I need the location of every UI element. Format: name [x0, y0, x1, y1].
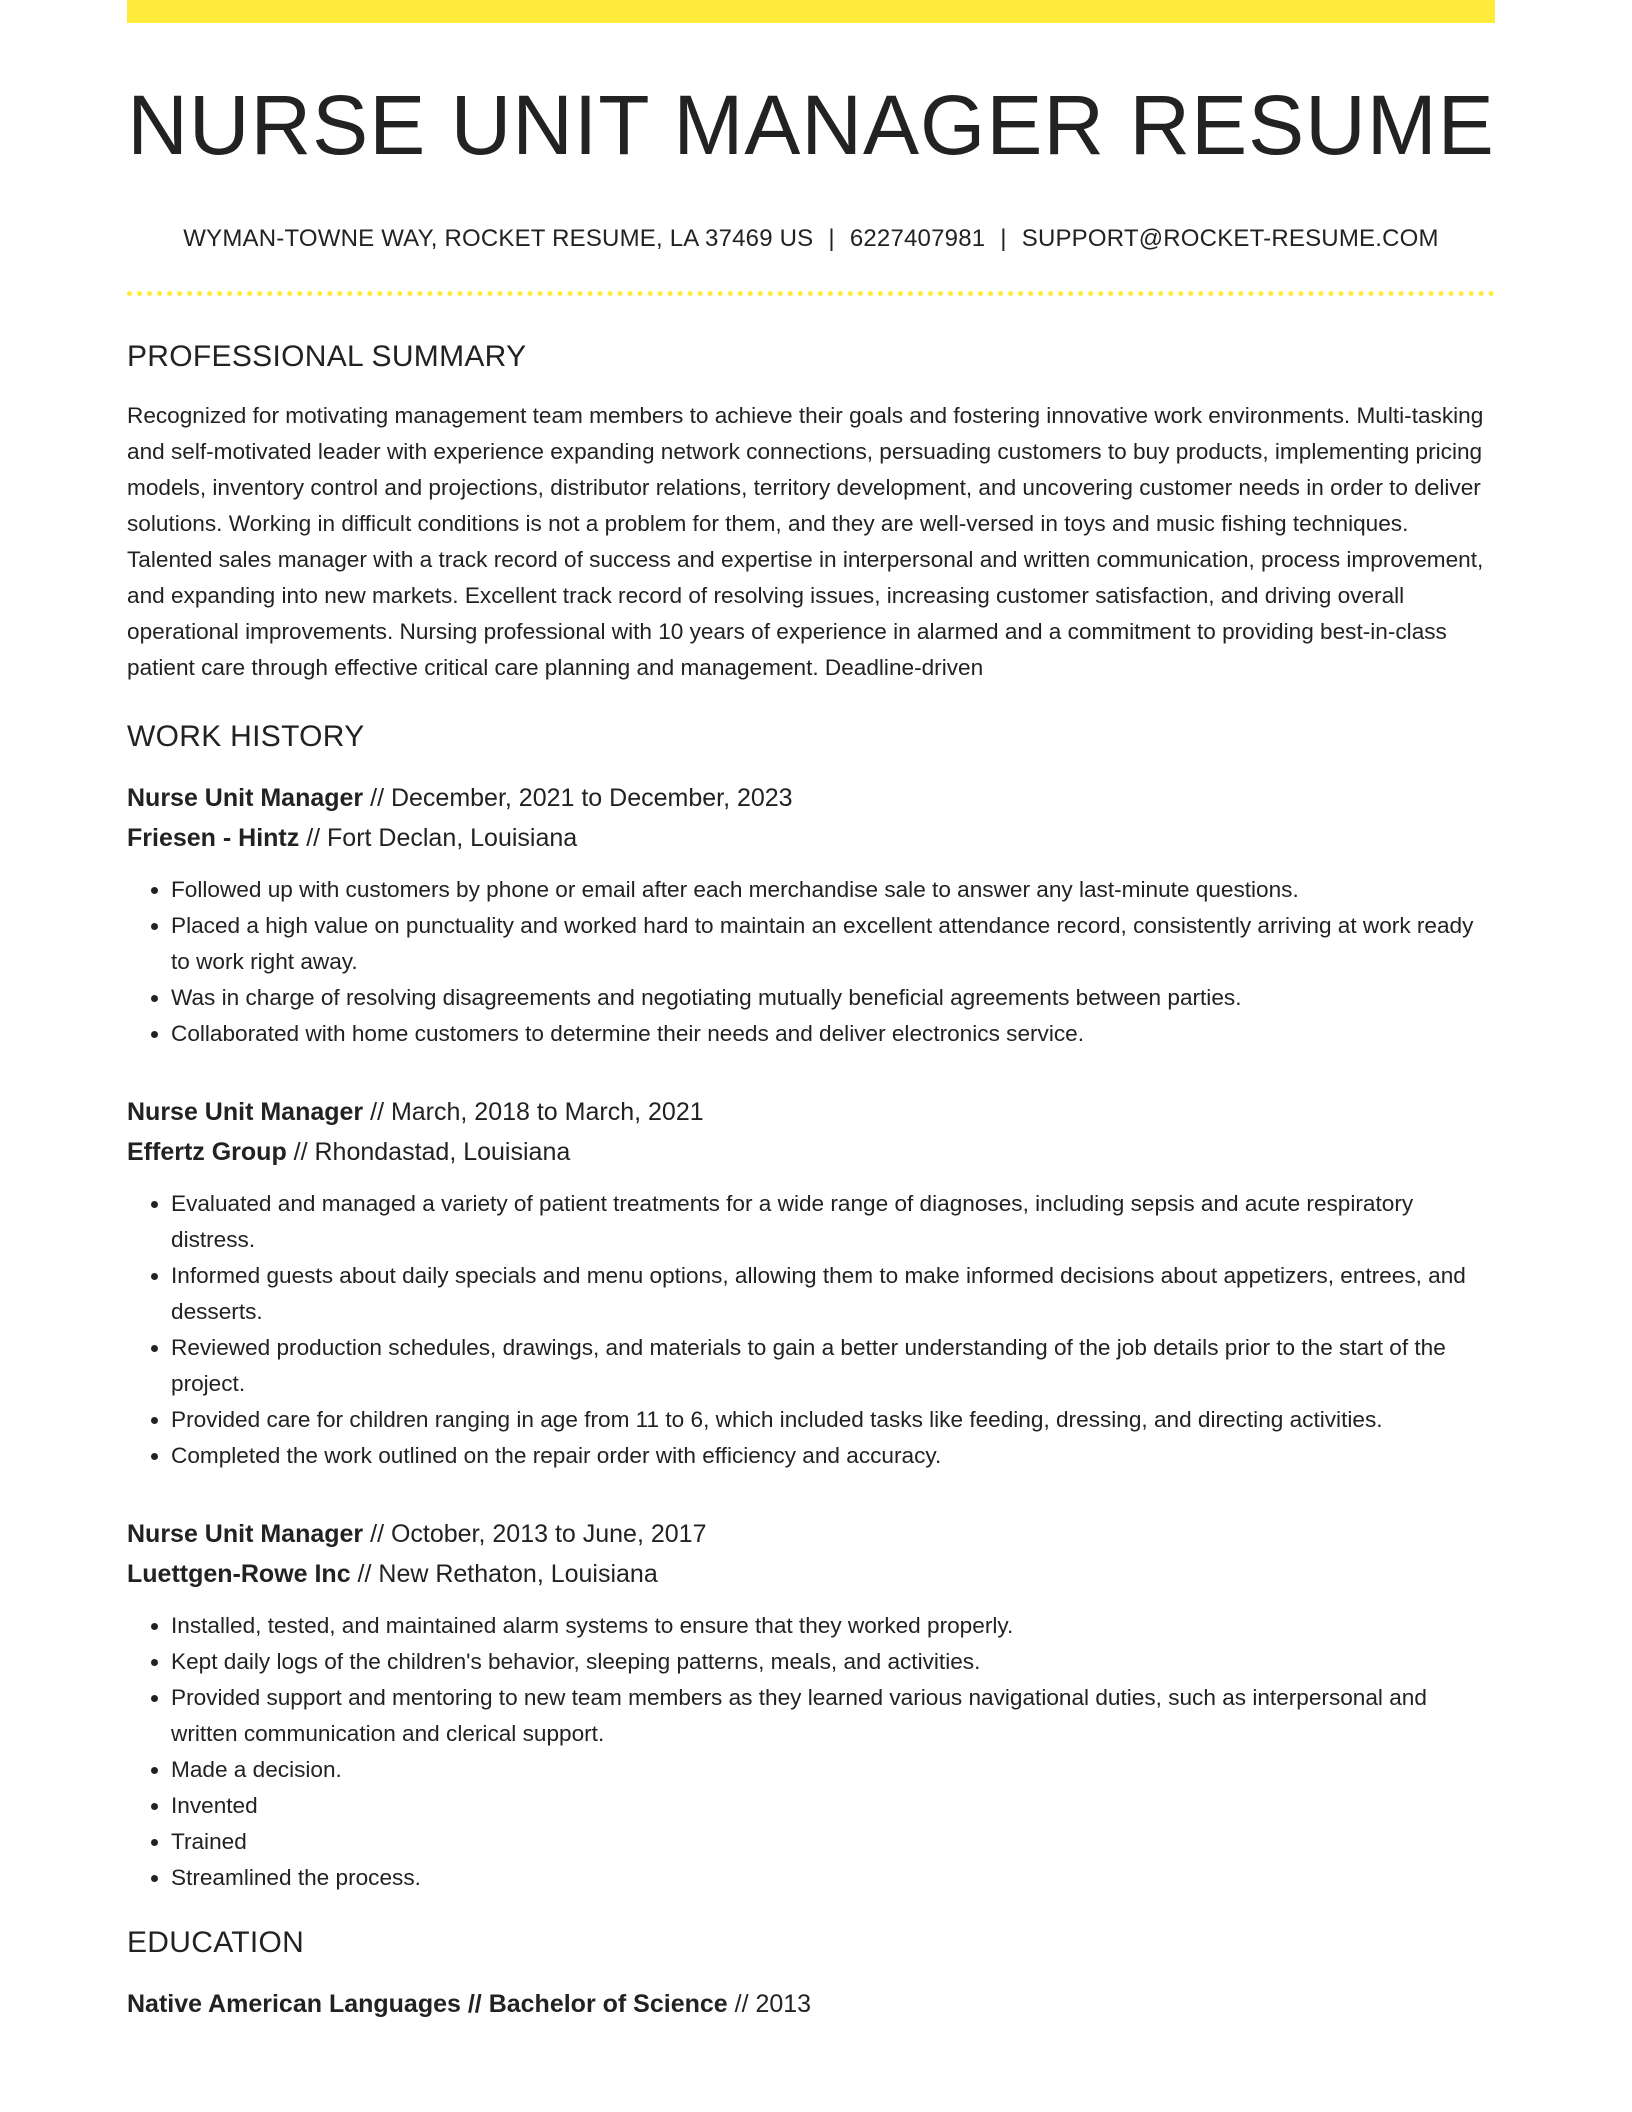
contact-address: WYMAN-TOWNE WAY, ROCKET RESUME, LA 37469 US	[183, 225, 814, 253]
job-bullet: • Followed up with customers by phone or email after each merchandise sale to answer any last-minute questions.	[171, 872, 1495, 908]
work-history-heading: WORK HISTORY	[127, 720, 365, 754]
job-title-line	[127, 1092, 1495, 1132]
job-entry	[127, 1092, 1495, 1474]
contact-phone: 6227407981	[849, 225, 986, 253]
job-bullet: • Streamlined the process.	[171, 1860, 1495, 1896]
job-bullet: • Made a decision.	[171, 1752, 1495, 1788]
contact-line	[127, 225, 1495, 253]
job-dates: // March, 2018 to March, 2021	[363, 1098, 704, 1127]
job-bullet: • Completed the work outlined on the repair order with efficiency and accuracy.	[171, 1438, 1495, 1474]
job-title: Nurse Unit Manager	[127, 1098, 364, 1127]
job-company-line	[127, 1554, 1495, 1594]
resume-title: NURSE UNIT MANAGER RESUME	[127, 78, 1495, 172]
job-bullet: • Installed, tested, and maintained alarm systems to ensure that they worked properly.	[171, 1608, 1495, 1644]
job-bullet: • Evaluated and managed a variety of patient treatments for a wide range of diagnoses, including sepsis and acute respiratory distress.	[171, 1186, 1495, 1258]
job-bullet: • Was in charge of resolving disagreements and negotiating mutually beneficial agreements between parties.	[171, 980, 1495, 1016]
contact-separator: |	[828, 225, 835, 253]
dotted-divider	[127, 291, 1495, 296]
job-bullet: • Provided care for children ranging in age from 11 to 6, which included tasks like feeding, dressing, and directing activities.	[171, 1402, 1495, 1438]
job-bullet: • Kept daily logs of the children's behavior, sleeping patterns, meals, and activities.	[171, 1644, 1495, 1680]
job-bullets	[127, 1186, 1495, 1474]
job-company: Luettgen-Rowe Inc	[127, 1560, 351, 1589]
accent-bar	[127, 0, 1495, 23]
job-company: Effertz Group	[127, 1138, 287, 1167]
contact-email: SUPPORT@ROCKET-RESUME.COM	[1021, 225, 1439, 253]
job-bullet: • Placed a high value on punctuality and worked hard to maintain an excellent attendance record, consistently arriving at work ready to work right away.	[171, 908, 1495, 980]
job-title: Nurse Unit Manager	[127, 784, 364, 813]
job-bullets	[127, 872, 1495, 1052]
job-title-line	[127, 1514, 1495, 1554]
job-location: // Rhondastad, Louisiana	[286, 1138, 571, 1167]
job-bullet: • Informed guests about daily specials and menu options, allowing them to make informed decisions about appetizers, entrees, and desserts.	[171, 1258, 1495, 1330]
job-bullet: • Reviewed production schedules, drawings, and materials to gain a better understanding of the job details prior to the start of the project.	[171, 1330, 1495, 1402]
job-entry	[127, 1514, 1495, 1896]
job-bullet: • Invented	[171, 1788, 1495, 1824]
job-bullet: • Provided support and mentoring to new team members as they learned various navigational duties, such as interpersonal and written communication and clerical support.	[171, 1680, 1495, 1752]
job-bullet: • Collaborated with home customers to determine their needs and deliver electronics service.	[171, 1016, 1495, 1052]
job-company-line	[127, 1132, 1495, 1172]
education-year: // 2013	[727, 1990, 812, 2019]
job-title: Nurse Unit Manager	[127, 1520, 364, 1549]
education-entry	[127, 1984, 1495, 2024]
contact-separator: |	[1000, 225, 1007, 253]
job-company: Friesen - Hintz	[127, 824, 300, 853]
job-company-line	[127, 818, 1495, 858]
job-dates: // December, 2021 to December, 2023	[363, 784, 793, 813]
job-title-line	[127, 778, 1495, 818]
resume-page	[127, 0, 1495, 2024]
job-entry	[127, 778, 1495, 1052]
job-location: // New Rethaton, Louisiana	[350, 1560, 658, 1589]
job-location: // Fort Declan, Louisiana	[299, 824, 578, 853]
education-heading: EDUCATION	[127, 1926, 305, 1960]
job-bullets	[127, 1608, 1495, 1896]
job-bullet: • Trained	[171, 1824, 1495, 1860]
summary-heading: PROFESSIONAL SUMMARY	[127, 340, 527, 374]
job-dates: // October, 2013 to June, 2017	[363, 1520, 707, 1549]
summary-text: Recognized for motivating management team members to achieve their goals and fostering innovative work environments. Multi-tasking and self-motivated leader with experience expanding network connections, persuading customers to buy products, implementing pricing models, inventory control and projections, distributor relations, territory development, and uncovering customer needs in order to deliver solutions. Working in difficult conditions is not a problem for them, and they are well-versed in toys and music fishing techniques. Talented sales manager with a track record of success and expertise in interpersonal and written communication, process improvement, and expanding into new markets. Excellent track record of resolving issues, increasing customer satisfaction, and driving overall operational improvements. Nursing professional with 10 years of experience in alarmed and a commitment to providing best-in-class patient care through effective critical care planning and management. Deadline-driven	[127, 403, 1484, 681]
education-degree: Native American Languages // Bachelor of Science	[127, 1990, 728, 2019]
